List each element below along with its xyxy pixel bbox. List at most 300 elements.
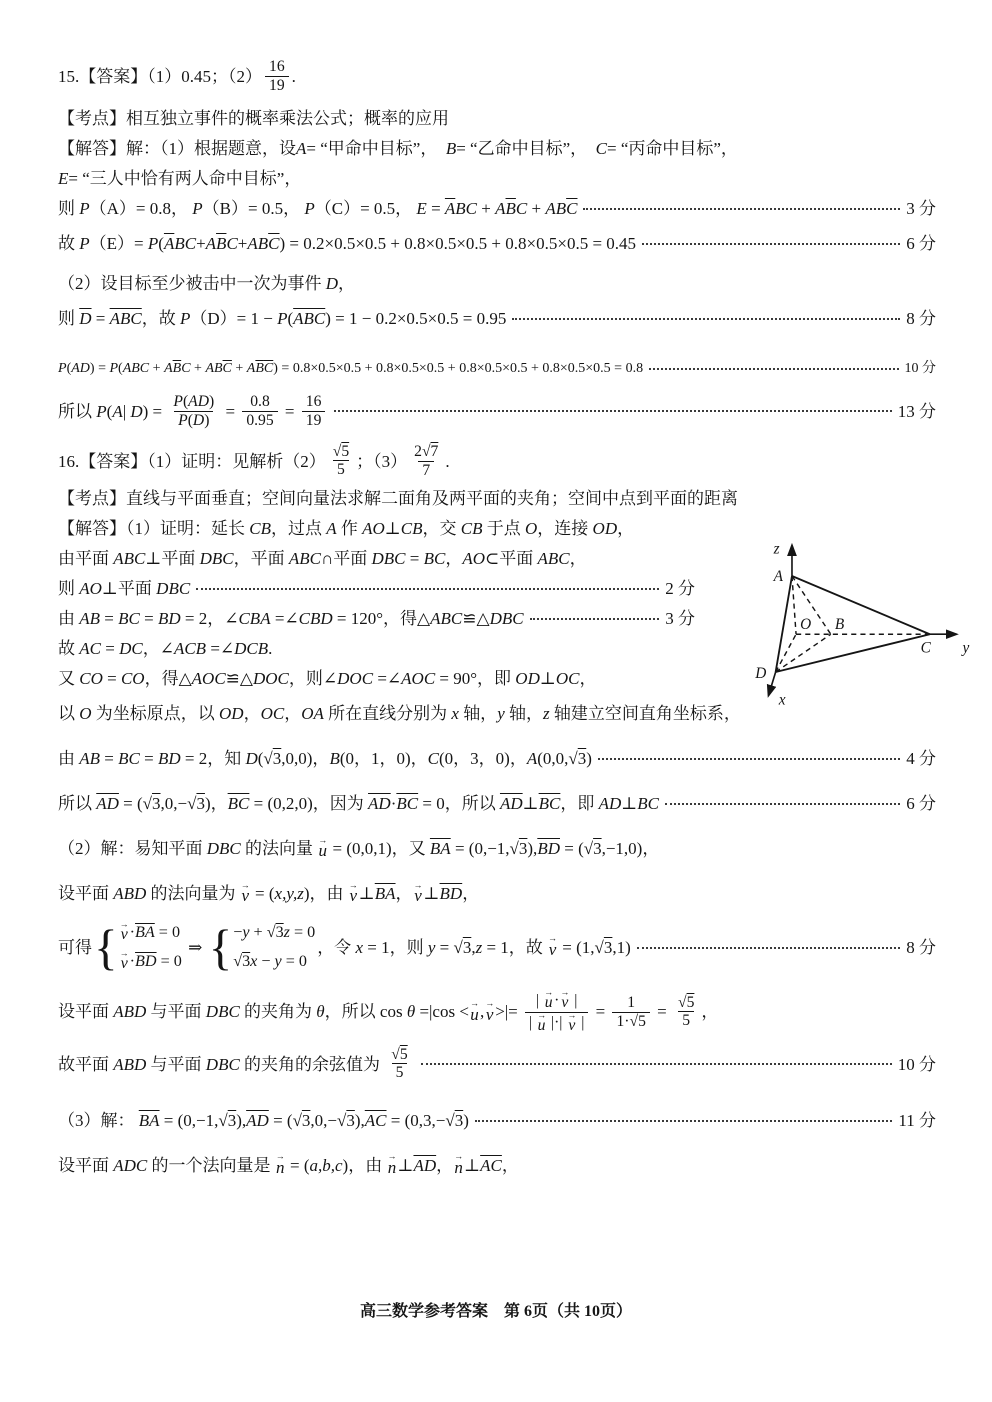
vector-arrow-icon: → [560,987,570,998]
fraction [265,58,289,95]
text-line-21 [58,791,936,817]
overline-math: $\overline{AD}$ [413,1155,437,1175]
math-text: ( [182,392,189,410]
math-text: = 1，故 [482,937,548,957]
score-label: 8 分 [906,309,936,329]
text-line-17 [58,636,695,662]
math-variable: AD [71,361,90,377]
vector-arrow-icon: → [119,919,129,930]
text-line-20 [58,746,936,772]
math-text: 16 [269,58,285,75]
math-text: ⊥平面 [145,549,200,569]
math-text: 于点 [482,519,526,539]
square-root [233,954,250,970]
math-text: ( [106,401,113,421]
radicand: 3 [242,953,251,971]
math-text: ), [236,1110,247,1130]
math-text: ， [701,1002,719,1022]
square-root [187,795,205,812]
numerator [302,393,326,411]
math-text: = 0，所以 [418,794,500,814]
dotted-leader [665,803,900,805]
math-variable: BC [637,794,660,814]
square-root [293,1112,311,1129]
text-line-26 [58,1045,936,1084]
math-variable: P [173,392,183,410]
math-text: )， [204,794,228,814]
math-variable: D [192,411,205,429]
point-label-A: A [773,568,783,586]
vector-letter: v [568,1016,576,1034]
system-row [119,921,182,945]
math-variable: A [495,199,506,219]
vector [387,1151,397,1178]
math-text: · [129,923,136,941]
math-text: 以 [58,704,80,724]
math-text: ⊥ [358,884,375,904]
math-variable: a,b,c [309,1155,343,1175]
math-text: = [100,639,120,659]
math-variable: BD [157,609,181,629]
math-variable: AB [79,749,101,769]
math-text: = “乙命中目标”， [456,139,596,159]
radical-sign: √ [629,1012,639,1030]
math-text: · [390,794,397,814]
vector [485,997,495,1024]
math-text: = ( [285,1155,310,1175]
fraction [525,987,588,1034]
math-variable: AO [79,579,102,599]
math-text: = (0,−1, [159,1110,219,1130]
math-text: （C）= 0.5， [314,199,417,219]
score-label: 13 分 [897,401,936,421]
square-root [391,1047,407,1063]
math-text: 故 [58,234,80,254]
math-text: = [100,609,119,629]
math-variable: DBC [371,549,406,569]
math-text: 设平面 [58,1002,114,1022]
math-variable: ABC [122,361,150,377]
math-variable: AB [79,609,101,629]
math-text: （2）解：易知平面 [58,839,207,859]
point-label-C: C [920,639,931,657]
math-text: 【考点】相互独立事件的概率乘法公式；概率的应用 [58,109,449,129]
math-text: ⊥ [539,669,556,689]
math-text: ( [66,361,72,377]
math-text: + [196,234,206,254]
math-text: （E）= [89,234,148,254]
math-text: ， [243,704,261,724]
radicand: 3 [577,749,587,769]
denominator [333,460,349,479]
vector-letter: n [387,1158,397,1178]
radical-sign: √ [218,1111,228,1131]
vector [567,1009,577,1034]
math-text: =∠ [373,669,402,689]
math-text: ), [527,839,538,859]
math-text: . [268,639,273,659]
square-root [143,795,161,812]
math-variable: C [181,361,191,377]
math-text: ；（3） [356,451,408,471]
math-variable: O [79,704,92,724]
math-text: ，连接 [537,519,593,539]
vector-letter: v [561,994,569,1012]
radical-sign: √ [509,839,519,859]
radical-sign: √ [453,938,463,958]
math-variable: OA [301,704,324,724]
square-root [263,750,281,767]
math-text: = ( [559,839,584,859]
text-line-22 [58,836,936,862]
equation-system [209,921,316,974]
math-text: 则 [58,199,80,219]
overline-math: $\overline{ABC}$ [293,309,326,329]
radical-sign: √ [233,953,243,971]
score-label: 10 分 [904,361,936,377]
math-variable: BC [423,549,446,569]
overline-math: $\overline{AD}$ [368,794,391,814]
math-variable: AOC [401,669,436,689]
math-text: ，则∠ [288,669,338,689]
fraction [410,443,442,480]
math-text: 可得 [58,937,92,957]
square-root [510,840,528,857]
numerator [532,987,581,1012]
vector [318,834,328,861]
vector-arrow-icon: → [318,834,328,845]
math-variable: CBD [298,609,333,629]
math-text: ⊥ [522,794,539,814]
math-text: ，令 [317,937,356,957]
math-variable: A [164,361,173,377]
math-text: + [190,361,206,377]
denominator [265,76,289,95]
math-text: = (0,−1, [450,839,510,859]
math-variable: P [109,361,119,377]
math-variable: O [525,519,538,539]
math-text: ,−1,0)， [601,839,660,859]
figure-labels [754,541,969,709]
math-text: )，由 [342,1155,387,1175]
math-text: = ( [250,884,275,904]
numerator [387,1047,411,1063]
overline-math: $\overline{B}$ [216,234,227,254]
math-variable: P [147,234,159,254]
math-text: （3）解： [58,1110,139,1130]
vector-letter: u [470,1004,479,1024]
overline-math: $\overline{BC}$ [538,794,561,814]
math-variable: x [355,937,363,957]
vector-arrow-icon: → [485,997,495,1008]
vector-letter: u [537,1016,546,1034]
math-text: = “丙命中目标”， [607,139,738,159]
math-text: 则 [58,579,80,599]
math-variable: BC [118,609,140,629]
text-line-16 [58,606,695,632]
math-text: + [231,361,247,377]
math-variable: y [427,937,436,957]
math-text: 设平面 [58,884,114,904]
axis-label-x: x [778,691,786,709]
dotted-leader [642,243,900,245]
math-text: ， [395,884,413,904]
vector-arrow-icon: → [548,933,558,944]
math-variable: OC [555,669,580,689]
text-line-24 [58,921,936,974]
math-text: ⇒ [183,937,207,957]
numerator [410,443,442,461]
math-text: ， [436,1155,454,1175]
math-text: , [479,1002,485,1022]
math-text: = “甲命中目标”， [306,139,446,159]
math-variable: DOC [337,669,374,689]
denominator [392,1063,408,1082]
denominator [612,1012,649,1031]
text-line-5 [58,196,936,222]
math-variable: A [205,234,217,254]
math-text: （2）设目标至少被击中一次为事件 [58,274,326,294]
left-brace: { [94,919,118,975]
math-text: 由 [58,609,80,629]
math-text: 的法向量 [240,839,318,859]
math-variable: DOC [253,669,289,689]
math-text: . [445,451,450,471]
vector-arrow-icon: → [537,1009,547,1020]
math-text: ) = 0.8×0.5×0.5 + 0.8×0.5×0.5 + 0.8×0.5×0.5 + 0.8×0.5×0.5 = 0.8 [273,361,644,377]
system-rows [119,921,182,974]
equation-system [94,921,182,974]
overline-math: $\overline{BC}$ [227,794,250,814]
math-variable: DBC [205,1054,240,1074]
math-text: | [529,1014,537,1032]
score-label: 8 分 [906,937,936,957]
math-text: = 2，知 [180,749,246,769]
radicand: 3 [346,1111,355,1131]
vector-letter: n [454,1158,463,1178]
fraction [612,994,649,1031]
math-text: 【考点】直线与平面垂直；空间向量法求解二面角及两平面的夹角；空间中点到平面的距离 [58,489,738,509]
point-label-D: D [755,665,767,683]
text-line-11 [58,441,936,482]
overline-math: $\overline{C}$ [222,361,232,377]
dotted-leader [583,208,900,210]
radical-sign: √ [421,443,431,461]
math-text: + [249,923,267,941]
math-text: = [100,749,119,769]
math-text: ，所以 cos [324,1002,407,1022]
vector [537,1009,547,1034]
math-text: + [527,199,546,219]
denominator [242,411,277,430]
math-text: ) = 0.2×0.5×0.5 + 0.8×0.5×0.5 + 0.8×0.5×0.5 = 0.45 [279,234,637,254]
score-label: 2 分 [665,579,695,599]
vector-arrow-icon: → [454,1151,464,1162]
math-text: ， [462,884,480,904]
math-variable: OC [260,704,285,724]
radicand: 5 [686,993,695,1011]
radicand: 3 [603,938,613,958]
math-text: 5 [682,1011,691,1029]
math-variable: z [283,923,290,941]
math-variable: A [326,519,337,539]
overline-math: $\overline{BC}$ [396,794,419,814]
math-variable: z [542,704,550,724]
math-text: , [471,937,476,957]
math-text: （B）= 0.5， [202,199,305,219]
math-variable: C [515,199,528,219]
vector-letter: v [120,926,128,944]
math-text: 1· [616,1012,630,1030]
math-text: ⊥ [384,519,401,539]
overline-math: $\overline{BA}$ [138,1110,160,1130]
score-label: 6 分 [906,794,936,814]
vector-arrow-icon: → [387,1151,397,1162]
math-variable: DCB [234,639,269,659]
radicand: 3 [301,1111,311,1131]
math-text: − [257,953,275,971]
math-variable: CO [120,669,145,689]
math-text: 由平面 [58,549,114,569]
left-brace: { [208,919,233,975]
math-text: + [477,199,496,219]
overline-math: $\overline{A}$ [163,234,175,254]
text-line-6 [58,231,936,257]
math-variable: E [58,169,69,189]
math-variable: D [130,401,143,421]
math-variable: A [526,749,538,769]
system-row [233,921,315,945]
math-variable: D [325,274,339,294]
radicand: 3 [272,749,282,769]
tetrahedron-diagram [745,535,985,711]
math-text: 轴， [458,704,498,724]
radical-sign: √ [678,993,687,1011]
math-variable: ABC [288,549,321,569]
math-text: = [591,1002,610,1022]
math-text: 所在直线分别为 [323,704,452,724]
vector-letter: n [276,1158,285,1178]
math-text: = ( [118,794,143,814]
math-text: ) [209,392,215,410]
math-text: | [536,992,544,1010]
radicand: 3 [593,839,602,859]
math-variable: AB [247,234,269,254]
math-variable: C [595,139,607,159]
dotted-leader [637,947,900,949]
math-text: ， [338,274,356,294]
math-text: ( [118,361,123,377]
math-text: 0.8 [250,392,270,410]
math-text: = (0,3,− [386,1110,446,1130]
math-text: =∠ [206,639,235,659]
radicand: 3 [152,794,161,814]
numerator [246,393,274,411]
math-text: = (1, [558,937,595,957]
axis-label-y: y [962,639,970,657]
math-text: 的一个法向量是 [147,1155,275,1175]
math-variable: CB [400,519,423,539]
math-variable: P [304,199,315,219]
math-text: = (0,0,1)，又 [328,839,430,859]
vector-letter: v [120,955,128,973]
math-variable: P [58,361,67,377]
math-text: ( [158,234,164,254]
text-line-10 [58,391,936,432]
radicand: 3 [196,794,205,814]
math-text: ， [617,519,635,539]
math-variable: y [497,704,505,724]
overline-math: $\overline{AC}$ [480,1155,502,1175]
overline-math: $\overline{AD}$ [499,794,523,814]
math-variable: P [277,309,288,329]
text-line-23 [58,881,936,907]
math-text: 2 [414,442,422,460]
score-label: 6 分 [906,234,936,254]
math-text: = 0 [154,923,181,941]
radical-sign: √ [187,794,197,814]
math-variable: A [112,401,123,421]
math-text: 5 [395,1063,404,1081]
radicand: 3 [275,923,284,941]
dotted-leader [196,588,659,590]
math-variable: x [250,953,258,971]
numerator [265,58,289,76]
math-text: = 1，则 [362,937,428,957]
vector [544,987,554,1012]
math-text: ) [204,411,210,429]
math-text: ， [284,704,302,724]
math-text: ≌△ [225,669,253,689]
square-root [267,925,284,941]
math-variable: D [245,749,258,769]
math-variable: AB [545,199,567,219]
text-line-1 [58,56,936,97]
page-footer: 高三数学参考答案 第 6页（共 10页） [359,1303,632,1320]
math-variable: ACB [173,639,207,659]
math-text: ⊥平面 [101,579,157,599]
square-root [333,444,349,460]
math-text: = 0 [289,923,316,941]
vector [240,879,250,906]
radical-sign: √ [337,1111,347,1131]
math-text: ,1) [612,937,631,957]
math-text: )，由 [303,884,348,904]
math-text: 故 [58,639,80,659]
axes [768,545,956,695]
vector [119,919,129,944]
vector [548,933,558,960]
math-variable: ABC [537,549,570,569]
math-variable: θ [316,1002,325,1022]
numerator [674,995,698,1011]
dotted-leader [421,1063,892,1065]
math-text: ,0,0)， [281,749,330,769]
math-text: 与平面 [146,1054,206,1074]
square-root [422,444,438,460]
math-text: 由 [58,749,80,769]
radical-sign: √ [263,749,273,769]
vector-letter: v [349,886,358,906]
math-text: ,0,− [310,1110,337,1130]
math-variable: P [178,411,188,429]
math-text: | [577,1014,585,1032]
vector [469,997,479,1024]
math-variable: CBA [238,609,271,629]
math-variable: BC [455,199,478,219]
math-text: | [122,401,131,421]
math-variable: BC [174,234,197,254]
